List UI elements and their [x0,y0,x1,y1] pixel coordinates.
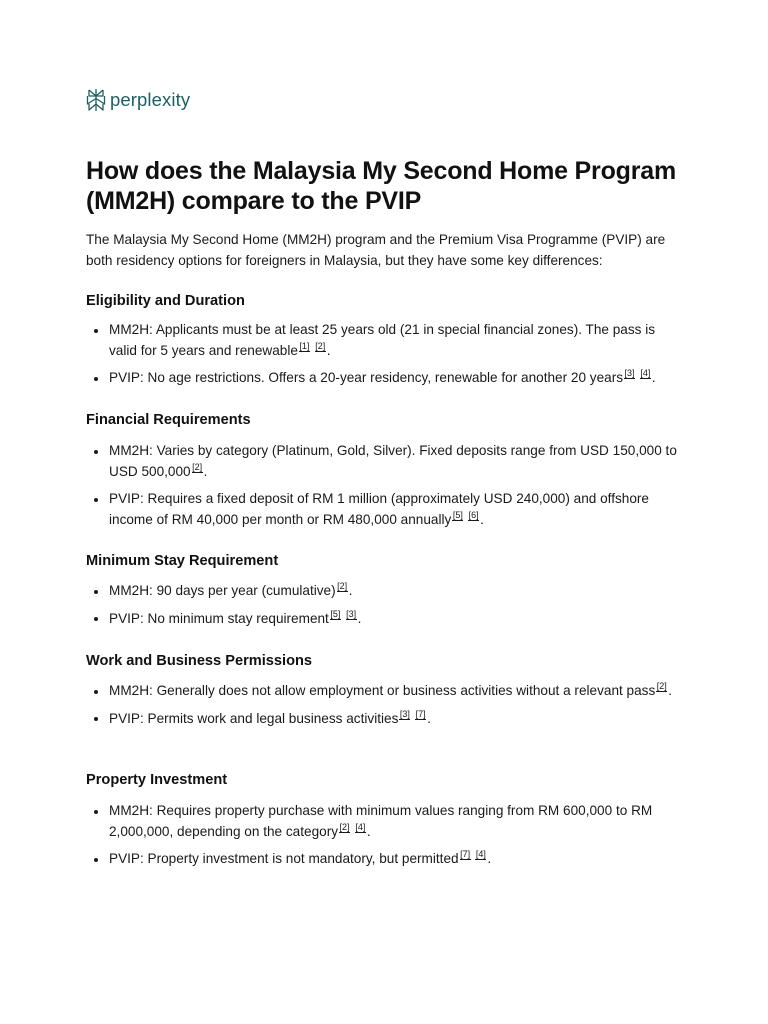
list-item: PVIP: Requires a fixed deposit of RM 1 million (approximately USD 240,000) and offshore income of RM 40,000 per month or RM 480,000 annually [5] [6] . [86,489,686,530]
list-item: PVIP: Permits work and legal business activities [3] [7] . [86,709,686,730]
section-heading-property: Property Investment [86,772,228,788]
citation-link[interactable]: [4] [355,821,366,832]
perplexity-logo-icon [86,88,106,112]
citation-link[interactable]: [1] [299,340,310,351]
citation-link[interactable]: [3] [624,368,635,378]
bullet-list-eligibility [86,320,686,396]
citation-link[interactable]: [3] [346,608,357,619]
citation-link[interactable]: [3] [399,708,410,719]
intro-paragraph: The Malaysia My Second Home (MM2H) program and the Premium Visa Programme (PVIP) are both residency options for foreigners in Malaysia, but they have some key differences: [86,232,666,268]
list-item: PVIP: No age restrictions. Offers a 20-year residency, renewable for another 20 years [3] [4] . [86,368,686,389]
citation-link[interactable]: [4] [640,368,651,378]
citation-link[interactable]: [2] [315,340,326,351]
section-heading-minimum-stay: Minimum Stay Requirement [86,553,279,569]
list-item: PVIP: Property investment is not mandatory, but permitted [7] [4] . [86,849,686,870]
list-item: MM2H: Applicants must be at least 25 years old (21 in special financial zones). The pass is valid for 5 years and renewable [1] [2] . [86,320,686,361]
bullet-list-work [86,681,686,736]
citation-link[interactable]: [7] [415,708,426,719]
section-heading-financial: Financial Requirements [86,412,251,428]
brand-logo[interactable] [86,88,190,112]
citation-link[interactable]: [7] [460,849,471,859]
citation-link[interactable]: [4] [475,849,486,859]
bullet-list-minimum-stay [86,581,686,636]
list-item: MM2H: Generally does not allow employment or business activities without a relevant pass [2] . [86,681,686,702]
list-item: MM2H: Requires property purchase with minimum values ranging from RM 600,000 to RM 2,000,000, depending on the category [2] [4] . [86,801,686,842]
citation-link[interactable]: [2] [192,461,203,472]
citation-link[interactable]: [5] [330,608,341,619]
citation-link[interactable]: [2] [337,581,348,591]
brand-name: perplexity [110,88,191,110]
section-heading-work: Work and Business Permissions [86,653,313,669]
page-title: How does the Malaysia My Second Home Program (MM2H) compare to the PVIP [86,157,676,215]
list-item: PVIP: No minimum stay requirement [5] [3] . [86,609,686,630]
citation-link[interactable]: [5] [452,509,463,520]
citation-link[interactable]: [2] [339,821,350,832]
bullet-list-property [86,801,686,877]
section-heading-eligibility: Eligibility and Duration [86,293,245,309]
list-item: MM2H: Varies by category (Platinum, Gold, Silver). Fixed deposits range from USD 150,000 to USD 500,000 [2] . [86,441,686,482]
list-item: MM2H: 90 days per year (cumulative) [2] . [86,581,686,602]
bullet-list-financial [86,441,686,537]
citation-link[interactable]: [2] [656,681,667,691]
citation-link[interactable]: [6] [468,509,479,520]
